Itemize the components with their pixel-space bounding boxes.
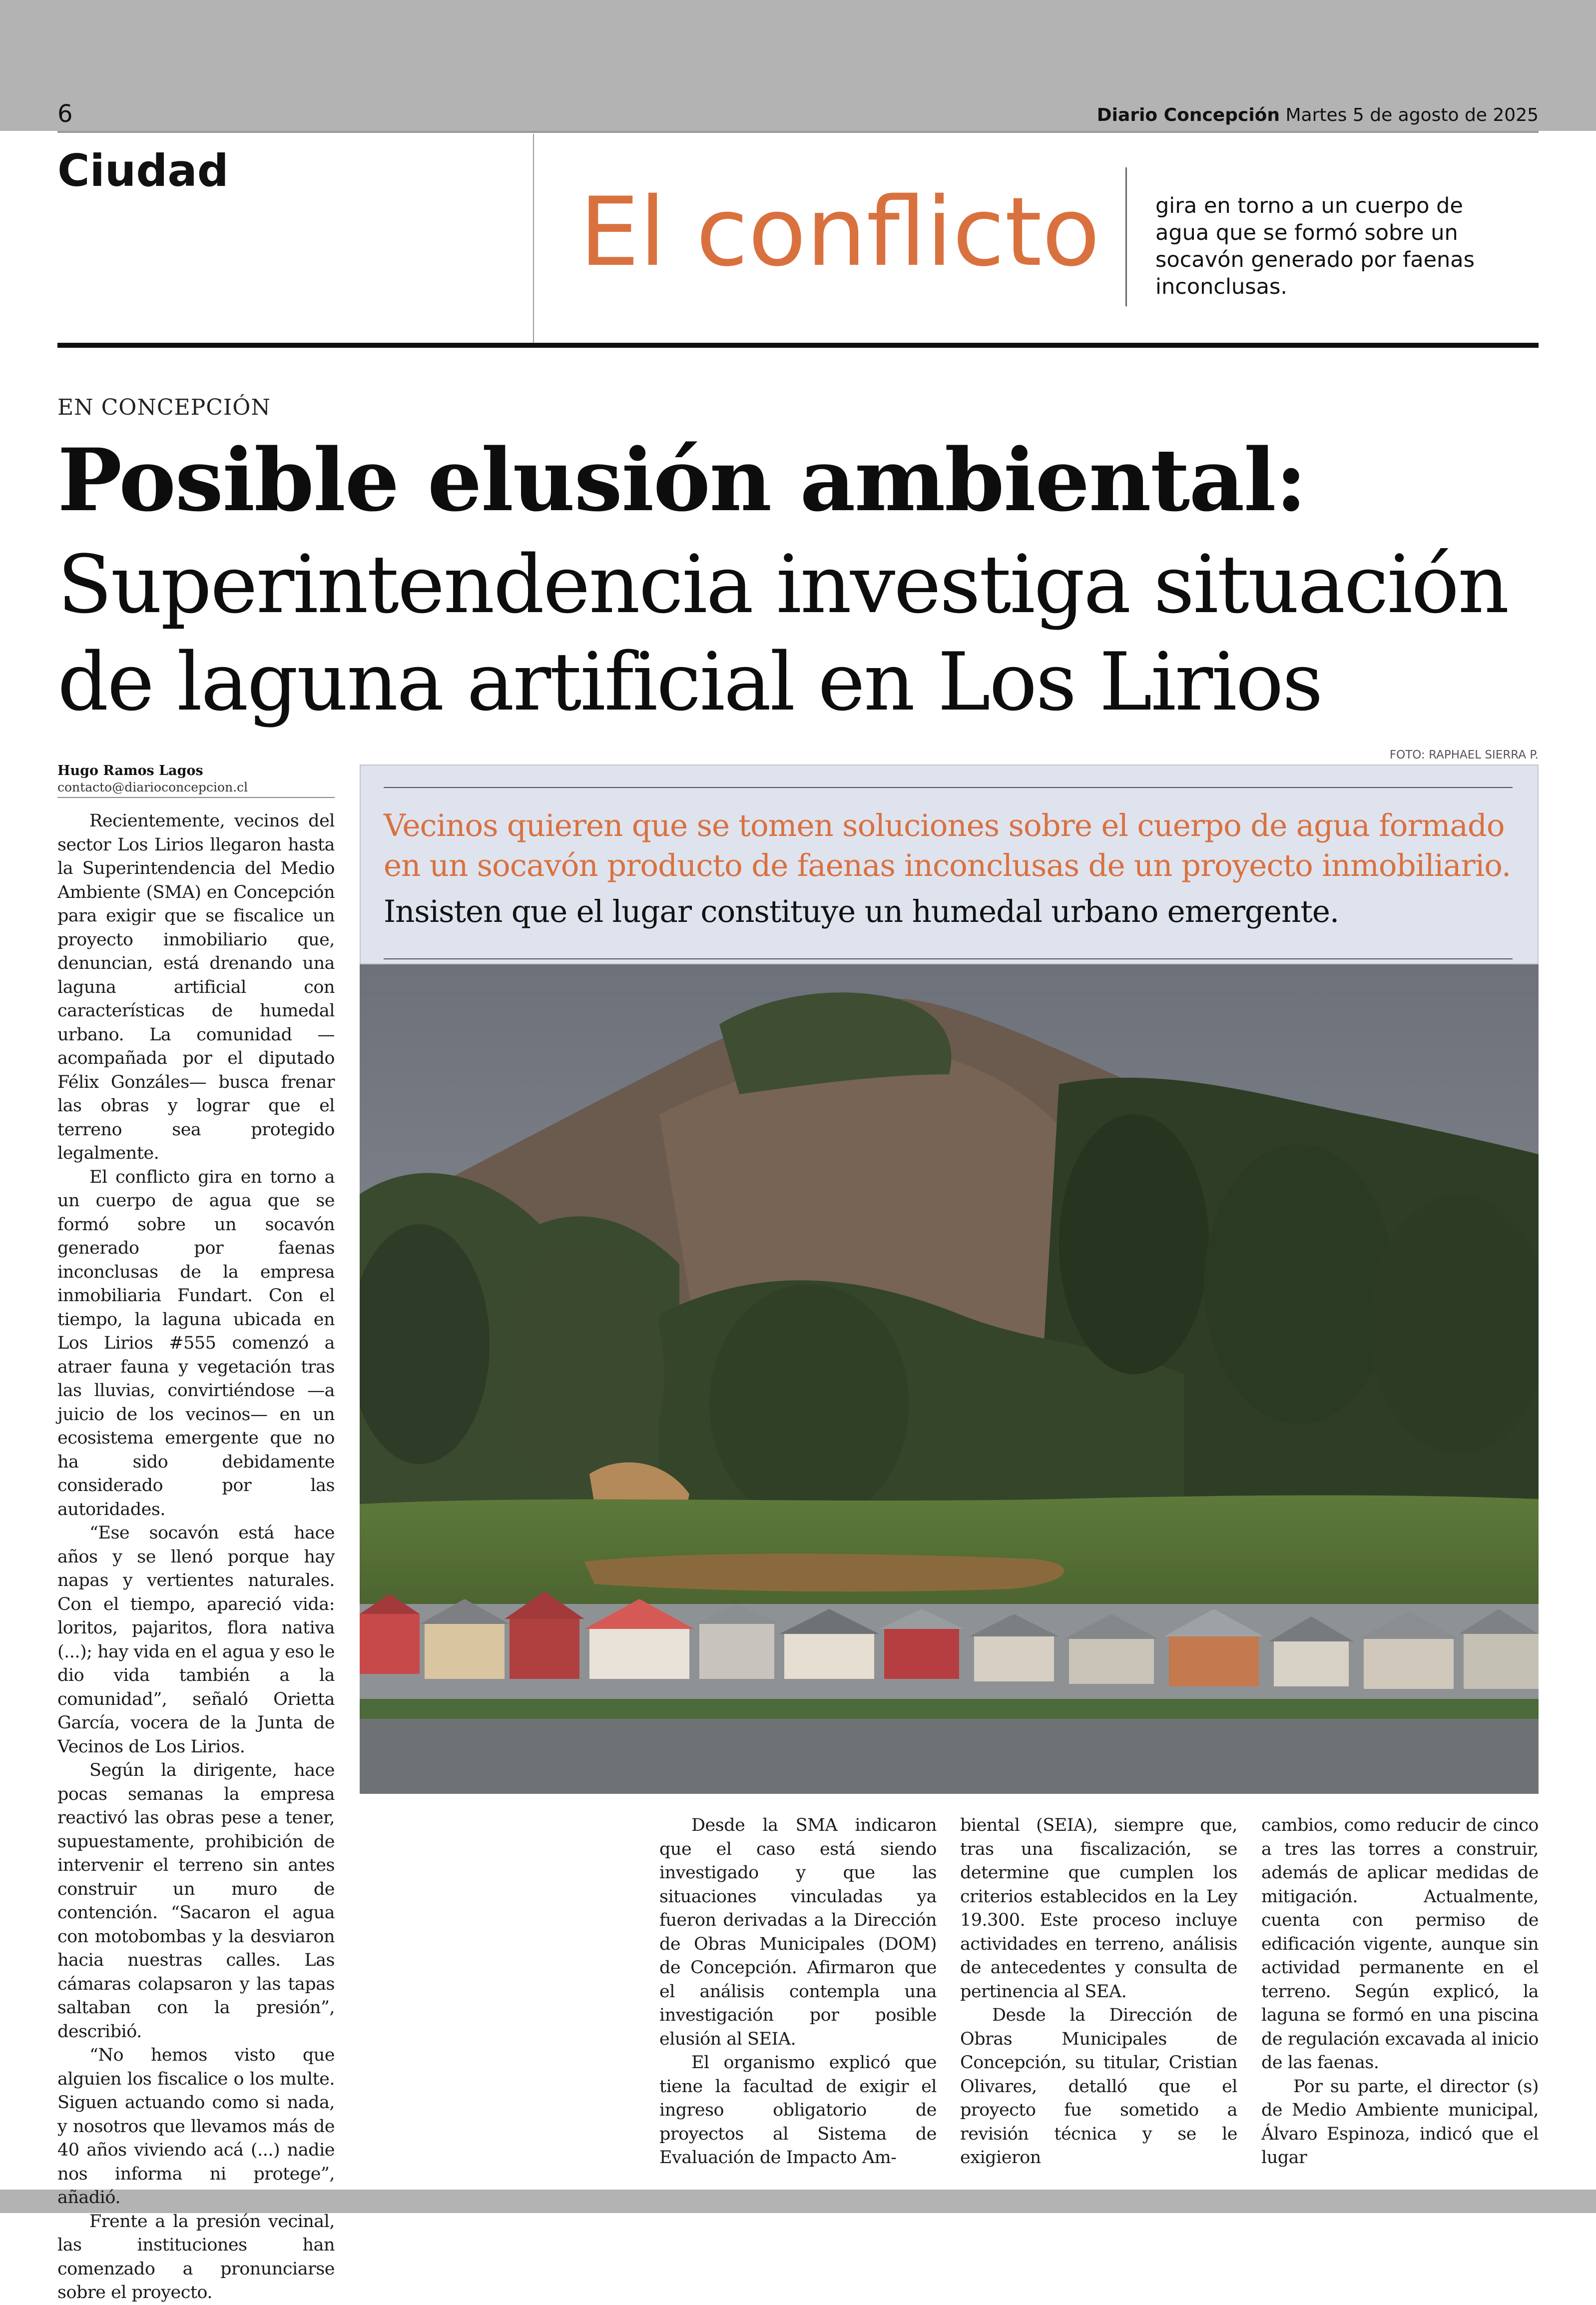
article-column-4 <box>1261 1814 1539 2170</box>
header-rule <box>57 131 1539 133</box>
col1-paragraph: “No hemos visto que alguien los fiscalice o los multe. Siguen actuando como si nada, y nosotros que llevamos más de 40 años viviendo acá (...) nadie nos informa ni protege”, añadió. <box>57 2045 335 2208</box>
highlight-text: gira en torno a un cuerpo de agua que se formó sobre un socavón generado por faenas inconclusas. <box>1155 193 1475 299</box>
caption-bottom-rule <box>384 958 1513 959</box>
col1-paragraph: “Ese socavón está hace años y se llenó porque hay napas y vertientes naturales. Con el tiempo, apareció vida: loritos, pajaritos, flora nativa (...); hay vida en el agua y eso le dio vida también a la comunidad”, señaló Orietta García, vocera de la Junta de Vecinos de Los Lirios. <box>57 1523 335 1757</box>
kicker: EN CONCEPCIÓN <box>57 395 271 420</box>
col1-paragraph: Según la dirigente, hace pocas semanas la empresa reactivó las obras pese a tener, supuestamente, prohibición de intervenir el terreno sin antes construir un muro de contención. “Sacaron el agua con motobombas y la desviaron hacia nuestras calles. Las cámaras colapsaron y las tapas saltaban con la presión”, describió. <box>57 1760 335 2042</box>
publication-dateline <box>1097 105 1539 125</box>
photo-credit: FOTO: RAPHAEL SIERRA P. <box>1389 749 1539 762</box>
highlight-divider <box>1125 167 1127 306</box>
section-divider <box>533 134 534 343</box>
article-column-1 <box>57 809 335 2305</box>
author-name: Hugo Ramos Lagos <box>57 763 203 778</box>
author-email: contacto@diarioconcepcion.cl <box>57 780 248 794</box>
col4-paragraph: cambios, como reducir de cinco a tres las torres a construir, además de aplicar medidas de mitigación. Actualmente, cuenta con permiso de edificación vigente, aunque sin actividad permanente en el terreno. Según explicó, la laguna se formó en una piscina de regulación excavada al inicio de las faenas. <box>1261 1815 1539 2073</box>
highlight-title: El conflicto <box>579 177 1100 287</box>
byline-rule <box>57 797 335 798</box>
headline-line-2: Superintendencia investiga situación <box>57 538 1508 631</box>
col3-paragraph: Desde la Dirección de Obras Municipales de Concepción, su titular, Cristian Olivares, detalló que el proyecto fue sometido a revisión técnica y se le exigieron <box>960 2005 1237 2168</box>
headline-bold: Posible elusión ambiental: <box>57 429 1306 531</box>
article-column-2 <box>659 1814 937 2170</box>
page-number: 6 <box>57 100 73 128</box>
article-column-3 <box>960 1814 1237 2170</box>
col1-paragraph: Frente a la presión vecinal, las instituciones han comenzado a pronunciarse sobre el proyecto. <box>57 2211 335 2303</box>
caption-top-rule <box>384 787 1513 788</box>
col4-paragraph: Por su parte, el director (s) de Medio Ambiente municipal, Álvaro Espinoza, indicó que el lugar <box>1261 2076 1539 2168</box>
laguna-photo <box>360 964 1539 1794</box>
publication-date: Martes 5 de agosto de 2025 <box>1285 105 1539 125</box>
photo-caption-lead: Vecinos quieren que se tomen soluciones sobre el cuerpo de agua formado en un socavón producto de faenas inconclusas de un proyecto inmobiliario. <box>384 808 1511 883</box>
col1-paragraph: El conflicto gira en torno a un cuerpo de agua que se formó sobre un socavón generado por faenas inconclusas de la empresa inmobiliaria Fundart. Con el tiempo, la laguna ubicada en Los Lirios #555 comenzó a atraer fauna y vegetación tras las lluvias, convirtiéndose —a juicio de los vecinos— en un ecosistema emergente que no ha sido debidamente considerado por las autoridades. <box>57 1167 335 1520</box>
section-label: Ciudad <box>57 145 229 196</box>
col3-paragraph: biental (SEIA), siempre que, tras una fiscalización, se determine que cumplen los criterios establecidos en la Ley 19.300. Este proceso incluye actividades en terreno, análisis de antecedentes y consulta de pertinencia al SEA. <box>960 1815 1237 2002</box>
publication-name: Diario Concepción <box>1096 105 1280 125</box>
col2-paragraph: Desde la SMA indicaron que el caso está siendo investigado y que las situaciones vinculadas ya fueron derivadas a la Dirección de Obras Municipales (DOM) de Concepción. Afirmaron que el análisis contempla una investigación por posible elusión al SEIA. <box>659 1815 937 2049</box>
photo-caption-sub: Insisten que el lugar constituye un humedal urbano emergente. <box>384 894 1339 929</box>
section-heavy-rule <box>57 343 1539 348</box>
col1-paragraph: Recientemente, vecinos del sector Los Lirios llegaron hasta la Superintendencia del Medio Ambiente (SMA) en Concepción para exigir que se fiscalice un proyecto inmobiliario que, denuncian, está drenando una laguna artificial con características de humedal urbano. La comunidad —acompañada por el diputado Félix Gonzáles— busca frenar las obras y lograr que el terreno sea protegido legalmente. <box>57 811 335 1163</box>
col2-paragraph: El organismo explicó que tiene la facultad de exigir el ingreso obligatorio de proyectos al Sistema de Evaluación de Impacto Am- <box>659 2053 937 2168</box>
headline-line-3: de laguna artificial en Los Lirios <box>57 635 1322 729</box>
